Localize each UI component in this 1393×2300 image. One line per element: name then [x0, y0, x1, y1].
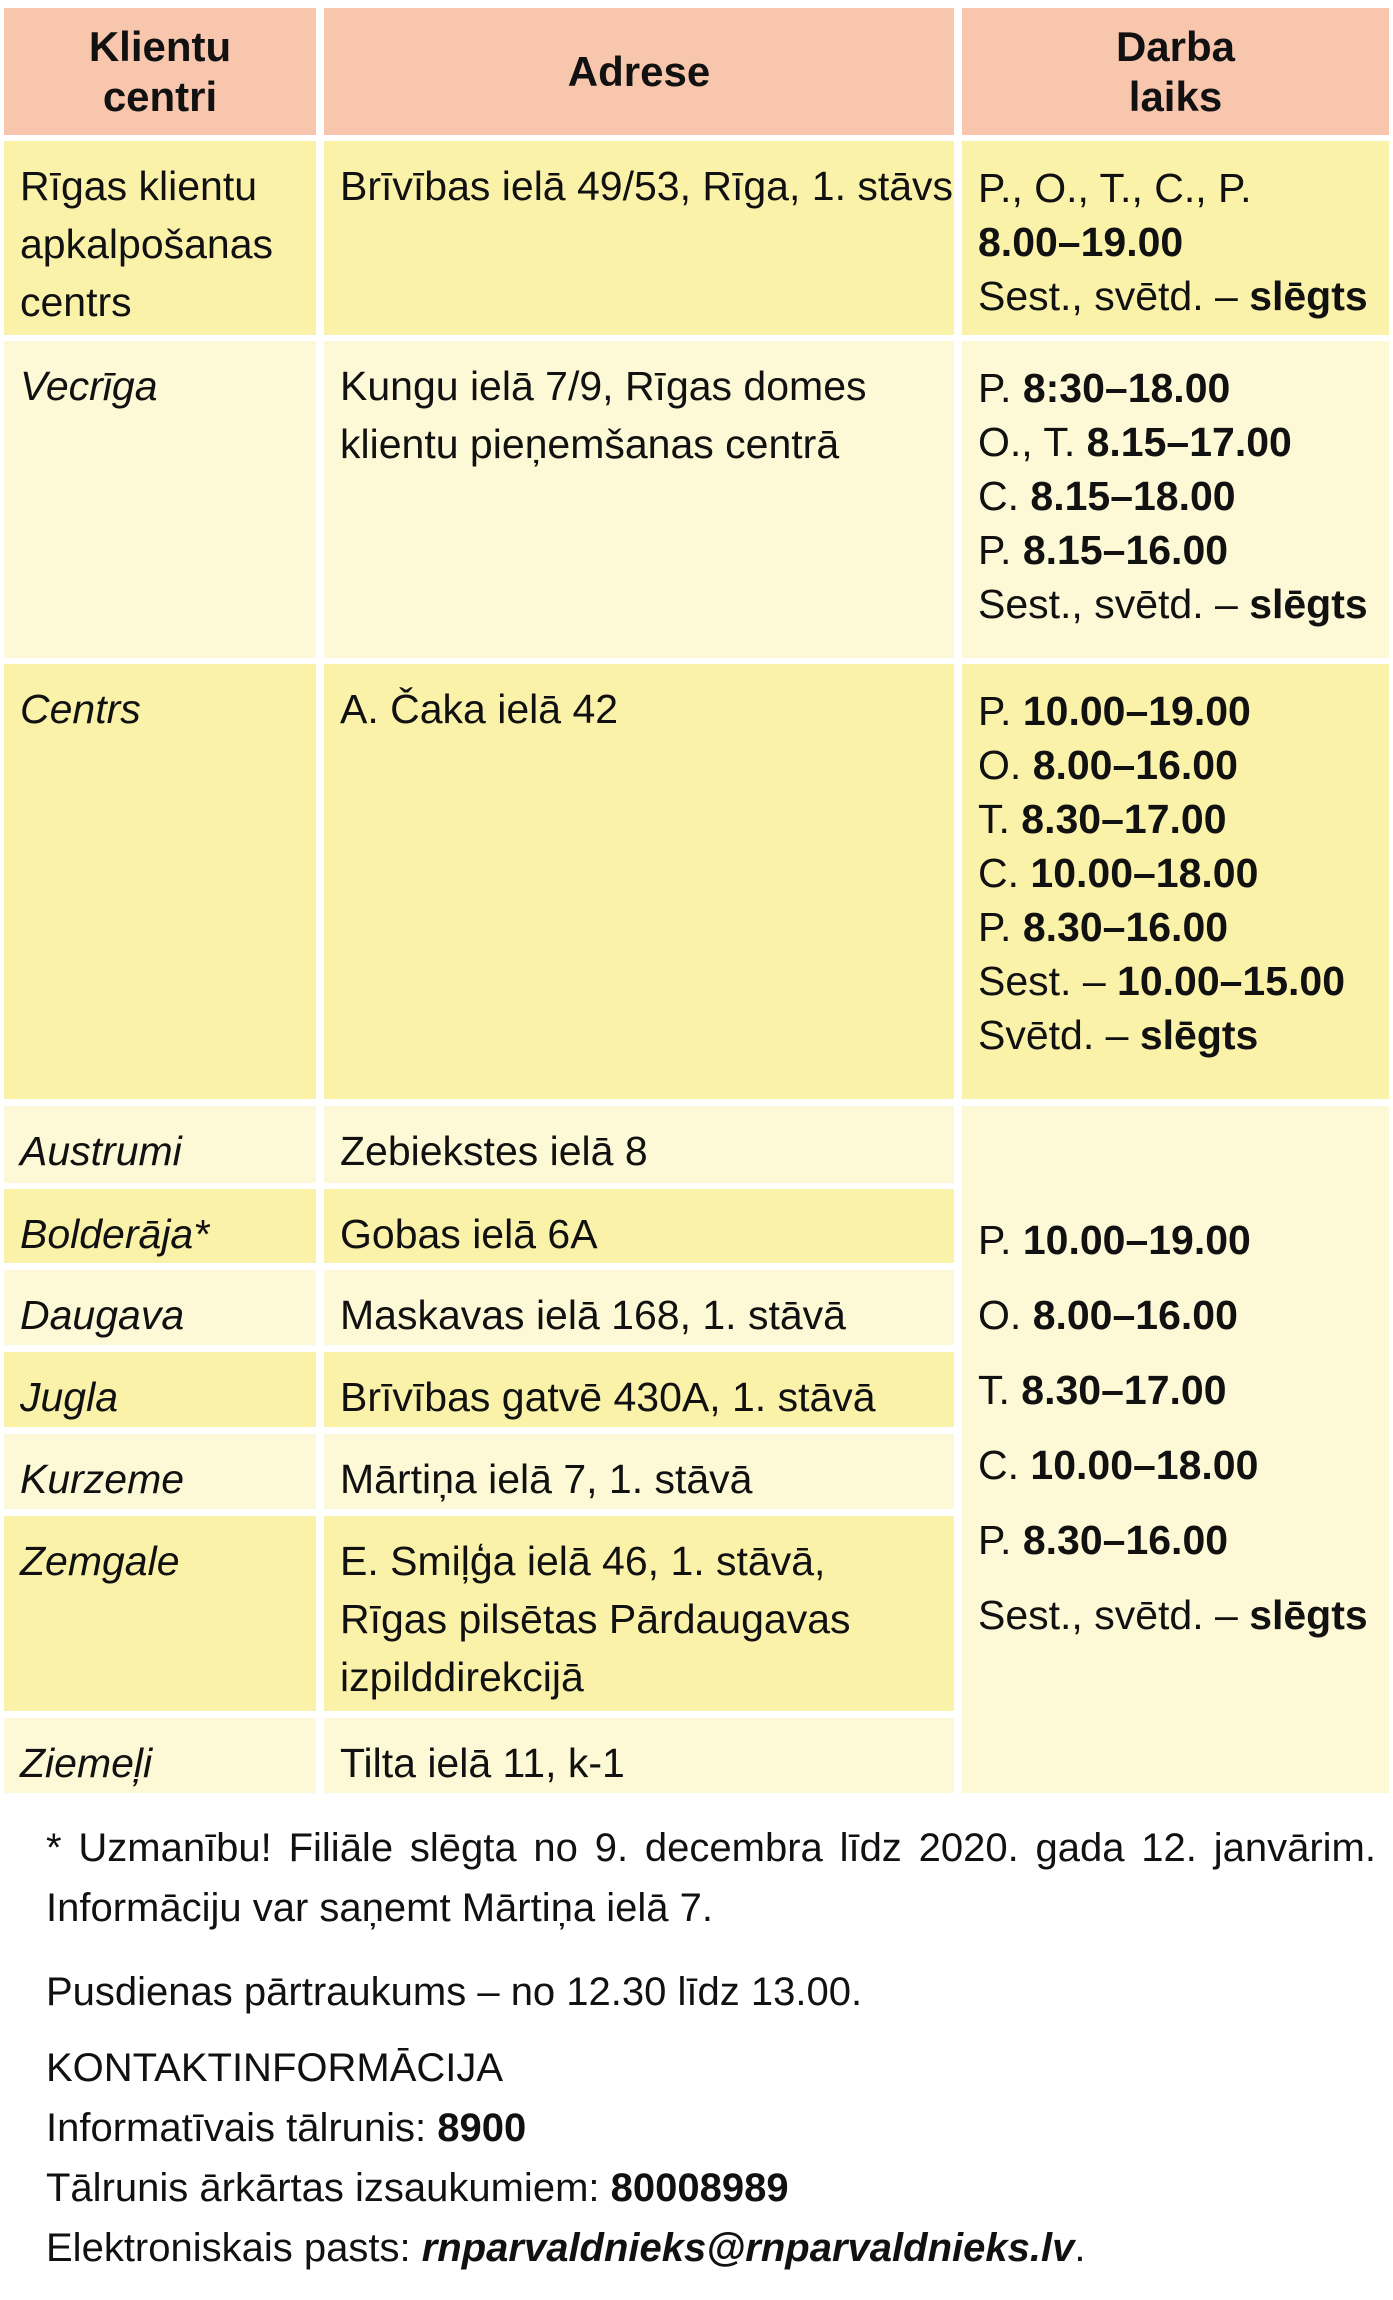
center-name: Centrs	[20, 686, 141, 732]
footnote	[46, 1818, 1376, 1938]
row-riga-center-name	[4, 141, 316, 335]
center-name: Zemgale	[20, 1538, 180, 1584]
hours-line	[978, 738, 1389, 792]
hours-time: 8.00–19.00	[978, 219, 1184, 265]
row-zemgale-address	[324, 1516, 954, 1711]
hours-line	[978, 1428, 1389, 1503]
hours-time: 10.00–19.00	[1022, 1217, 1251, 1263]
center-address: A. Čaka ielā 42	[340, 686, 619, 732]
center-name: Kurzeme	[20, 1456, 185, 1502]
hours-line	[978, 215, 1389, 269]
hours-line	[978, 577, 1389, 631]
hours-day: O.	[978, 1292, 1033, 1338]
hours-line	[978, 269, 1389, 323]
hours-time: 8.15–18.00	[1030, 473, 1236, 519]
hours-day: P.	[978, 365, 1023, 411]
center-name: Bolderāja*	[20, 1211, 210, 1257]
hours-day: Sest., svētd. –	[978, 273, 1250, 319]
center-name: Austrumi	[20, 1128, 182, 1174]
hours-line	[978, 161, 1389, 215]
hours-day: P.	[978, 1517, 1023, 1563]
hours-line	[978, 1353, 1389, 1428]
header-address-label: Adrese	[567, 47, 711, 95]
center-address: Zebiekstes ielā 8	[340, 1128, 648, 1174]
emergency-phone	[46, 2158, 1376, 2218]
hours-time: 8.15–17.00	[1086, 419, 1292, 465]
center-address: E. Smiļģa ielā 46, 1. stāvā, Rīgas pilsētas Pārdaugavas izpilddirekcijā	[340, 1538, 851, 1700]
hours-line	[978, 1278, 1389, 1353]
row-boldaraja-name	[4, 1189, 316, 1263]
hours-day: P., O., T., C., P.	[978, 165, 1252, 211]
hours-day: C.	[978, 1442, 1031, 1488]
center-address: Gobas ielā 6A	[340, 1211, 598, 1257]
hours-time: 8.00–16.00	[1032, 1292, 1238, 1338]
email-label: Elektroniskais pasts:	[46, 2226, 422, 2270]
email-suffix: .	[1074, 2226, 1086, 2270]
row-kurzeme-address	[324, 1434, 954, 1509]
header-clients	[4, 8, 316, 135]
header-hours	[962, 8, 1389, 135]
contact-heading	[46, 2038, 1376, 2098]
hours-day: Svētd. –	[978, 1012, 1140, 1058]
row-jugla-name	[4, 1352, 316, 1427]
email-link[interactable]: rnparvaldnieks@rnparvaldnieks.lv	[421, 2226, 1075, 2270]
hours-time: 10.00–15.00	[1117, 958, 1346, 1004]
hours-day: T.	[978, 1367, 1022, 1413]
hours-line	[978, 684, 1389, 738]
row-ziemeli-address	[324, 1718, 954, 1793]
row-riga-center-hours	[962, 141, 1389, 335]
row-austrumi-address	[324, 1106, 954, 1183]
hours-time: 8.00–16.00	[1032, 742, 1238, 788]
center-name: Ziemeļi	[20, 1740, 153, 1786]
email	[46, 2218, 1376, 2278]
hours-day: T.	[978, 796, 1022, 842]
hours-time: 10.00–18.00	[1030, 850, 1259, 896]
hours-day: P.	[978, 527, 1023, 573]
hours-day: Sest., svētd. –	[978, 581, 1250, 627]
contact-heading-text: KONTAKTINFORMĀCIJA	[46, 2046, 504, 2090]
hours-line	[978, 1203, 1389, 1278]
hours-day: Sest., svētd. –	[978, 1592, 1250, 1638]
row-centrs-hours	[962, 664, 1389, 1099]
emergency-phone-number: 80008989	[610, 2166, 789, 2210]
header-address	[324, 8, 954, 135]
hours-day: O.	[978, 742, 1033, 788]
row-centrs-name	[4, 664, 316, 1099]
hours-time: slēgts	[1249, 581, 1368, 627]
center-name: Daugava	[20, 1292, 185, 1338]
hours-line	[978, 900, 1389, 954]
hours-day: O., T.	[978, 419, 1087, 465]
row-zemgale-name	[4, 1516, 316, 1711]
center-address: Mārtiņa ielā 7, 1. stāvā	[340, 1456, 753, 1502]
hours-time: slēgts	[1249, 273, 1368, 319]
hours-line	[978, 1008, 1389, 1062]
hours-time: slēgts	[1139, 1012, 1259, 1058]
emergency-phone-label: Tālrunis ārkārtas izsaukumiem:	[46, 2166, 611, 2210]
hours-line	[978, 792, 1389, 846]
hours-time: 8:30–18.00	[1022, 365, 1231, 411]
center-address: Brīvības gatvē 430A, 1. stāvā	[340, 1374, 876, 1420]
hours-time: 8.30–17.00	[1021, 796, 1227, 842]
footnote-text: * Uzmanību! Filiāle slēgta no 9. decembra līdz 2020. gada 12. janvārim. Informāciju var saņemt Mārtiņa ielā 7.	[46, 1826, 1376, 1930]
hours-day: P.	[978, 1217, 1023, 1263]
info-phone-number: 8900	[437, 2106, 527, 2150]
row-ziemeli-name	[4, 1718, 316, 1793]
hours-line	[978, 415, 1389, 469]
hours-day: P.	[978, 904, 1023, 950]
hours-line	[978, 846, 1389, 900]
hours-time: 8.30–16.00	[1022, 904, 1229, 950]
hours-time: 10.00–19.00	[1022, 688, 1251, 734]
row-centrs-address	[324, 664, 954, 1099]
hours-time: 8.15–16.00	[1022, 527, 1229, 573]
header-hours-label: Darba laiks	[1115, 22, 1236, 120]
hours-time: 8.30–17.00	[1021, 1367, 1227, 1413]
info-phone	[46, 2098, 1376, 2158]
row-daugava-address	[324, 1270, 954, 1345]
hours-time: slēgts	[1249, 1592, 1368, 1638]
hours-day: P.	[978, 688, 1023, 734]
row-austrumi-name	[4, 1106, 316, 1183]
hours-line	[978, 361, 1389, 415]
shared-hours	[962, 1106, 1389, 1793]
lunch-text: Pusdienas pārtraukums – no 12.30 līdz 13.00.	[46, 1970, 863, 2014]
center-address: Kungu ielā 7/9, Rīgas domes klientu pieņemšanas centrā	[340, 363, 867, 467]
row-vecriga-hours	[962, 341, 1389, 658]
header-clients-label: Klientu centri	[88, 22, 232, 120]
row-vecriga-name	[4, 341, 316, 658]
center-address: Tilta ielā 11, k-1	[340, 1740, 625, 1786]
center-name: Rīgas klientu apkalpošanas centrs	[20, 163, 274, 325]
hours-line	[978, 954, 1389, 1008]
hours-day: C.	[978, 850, 1031, 896]
lunch-break	[46, 1962, 1376, 2022]
row-jugla-address	[324, 1352, 954, 1427]
center-address: Maskavas ielā 168, 1. stāvā	[340, 1292, 846, 1338]
row-kurzeme-name	[4, 1434, 316, 1509]
center-address: Brīvības ielā 49/53, Rīga, 1. stāvs	[340, 163, 954, 209]
center-name: Vecrīga	[20, 363, 158, 409]
hours-line	[978, 523, 1389, 577]
hours-day: C.	[978, 473, 1031, 519]
row-daugava-name	[4, 1270, 316, 1345]
center-name: Jugla	[20, 1374, 119, 1420]
hours-day: Sest. –	[978, 958, 1118, 1004]
hours-line	[978, 1503, 1389, 1578]
info-phone-label: Informatīvais tālrunis:	[46, 2106, 438, 2150]
hours-line	[978, 1578, 1389, 1653]
hours-line	[978, 469, 1389, 523]
row-riga-center-address	[324, 141, 954, 335]
row-vecriga-address	[324, 341, 954, 658]
row-boldaraja-address	[324, 1189, 954, 1263]
hours-time: 8.30–16.00	[1022, 1517, 1229, 1563]
hours-time: 10.00–18.00	[1030, 1442, 1259, 1488]
